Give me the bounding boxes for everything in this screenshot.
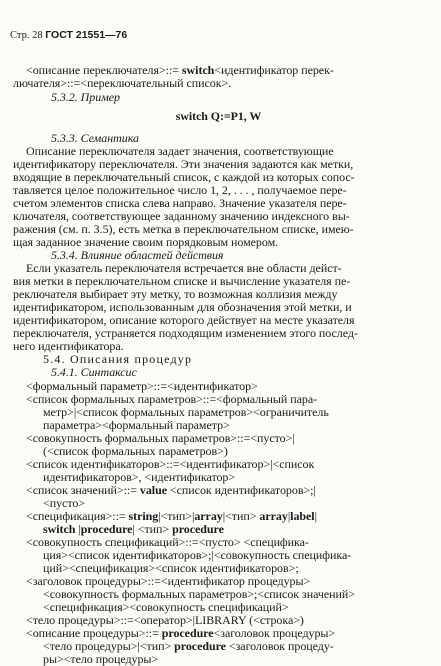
text-line: реключателя выбирает эту метку, то возможная коллизия между bbox=[13, 287, 338, 301]
text-line: переключателя, устраняется подходящим изменением этого послед- bbox=[13, 326, 358, 340]
text-line: тавляется целое положительное число 1, 2, . . . , получаемое пере- bbox=[13, 183, 347, 197]
syntax-line: <пусто> bbox=[43, 496, 86, 510]
text-line: входящие в переключательный список, с каждой из которых сопос- bbox=[13, 170, 355, 184]
syntax-line: ры><тело процедуры> bbox=[43, 652, 159, 666]
section-heading: 5.4. Описания процедур bbox=[43, 352, 193, 366]
syntax-line: <спецификация><совокупность спецификаций> bbox=[43, 600, 289, 614]
syntax-line: <описание процедуры>::= procedure<заголовок процедуры> bbox=[26, 626, 336, 640]
syntax-line: идентификаторов>, <идентификатор> bbox=[43, 470, 236, 484]
syntax-line: <список значений>::= value <список идентификаторов>;| bbox=[26, 483, 316, 497]
text-line: Описание переключателя задает значения, соответствующие bbox=[26, 144, 334, 158]
syntax-line: (<список формальных параметров>) bbox=[43, 444, 228, 458]
subsection-heading: 5.3.4. Влияние областей действия bbox=[51, 248, 224, 262]
example-code: switch Q:=P1, W bbox=[175, 109, 262, 123]
syntax-line: <спецификация>::= string|<тип>|array|<тип> array|label| bbox=[26, 509, 317, 523]
subsection-heading: 5.3.2. Пример bbox=[51, 90, 121, 104]
text-line: идентификатором, описание которого действует на месте указателя bbox=[13, 313, 355, 327]
syntax-line: метр>|<список формальных параметров><ограничитель bbox=[43, 405, 329, 419]
syntax-line: ций><спецификация><список идентификаторов>; bbox=[43, 561, 299, 575]
subsection-heading: 5.3.3. Семантика bbox=[51, 131, 139, 145]
text-line: лючателя>::=<переключательный список>. bbox=[13, 76, 232, 90]
text-line: ключателя, соответствующее заданному значению индексного вы- bbox=[13, 209, 350, 223]
syntax-line: параметра><формальный параметр> bbox=[43, 418, 230, 432]
syntax-line: <формальный параметр>::=<идентификатор> bbox=[26, 379, 258, 393]
syntax-line: <тело процедуры>::=<оператор>|LIBRARY (<строка>) bbox=[26, 613, 304, 627]
syntax-line: <совокупность формальных параметров>;<список значений> bbox=[43, 587, 355, 601]
page-number: Стр. 28 bbox=[10, 30, 43, 41]
text-line: идентификатору переключателя. Эти значения задаются как метки, bbox=[13, 157, 354, 171]
syntax-line: <тело процедуры>|<тип> procedure <заголовок процеду- bbox=[43, 639, 334, 653]
text-line: щая заданное значение своим порядковым номером. bbox=[13, 235, 279, 249]
syntax-line: ция><список идентификаторов>;|<совокупность специфика- bbox=[43, 548, 352, 562]
syntax-line: <совокупность спецификаций>::=<пусто> <специфика- bbox=[26, 535, 309, 549]
text-line: вия метки в переключательном списке и вычисление указателя пе- bbox=[13, 274, 351, 288]
page-header bbox=[10, 29, 127, 41]
text-line: него идентификатора. bbox=[13, 339, 124, 353]
syntax-line: switch |procedure| <тип> procedure bbox=[43, 522, 224, 536]
syntax-line: <заголовок процедуры>::=<идентификатор процедуры> bbox=[26, 574, 311, 588]
subsection-heading: 5.4.1. Синтаксис bbox=[51, 365, 137, 379]
text-line: ражения (см. п. 3.5), есть метка в переключательном списке, имею- bbox=[13, 222, 354, 236]
syntax-line: <совокупность формальных параметров>::=<пусто>| bbox=[26, 431, 295, 445]
text-line: счетом элементов списка слева направо. Значение указателя пере- bbox=[13, 196, 347, 210]
text-line: Если указатель переключателя встречается вне области дейст- bbox=[26, 261, 342, 275]
text-line: <описание переключателя>::= switch<идентификатор перек- bbox=[26, 63, 334, 77]
standard-code: ГОСТ 21551—76 bbox=[45, 29, 128, 41]
text-line: идентификатором, использованным для обозначения этой метки, и bbox=[13, 300, 352, 314]
syntax-line: <список формальных параметров>::=<формальный пара- bbox=[26, 392, 318, 406]
syntax-line: <список идентификаторов>::=<идентификатор>|<список bbox=[26, 457, 315, 471]
